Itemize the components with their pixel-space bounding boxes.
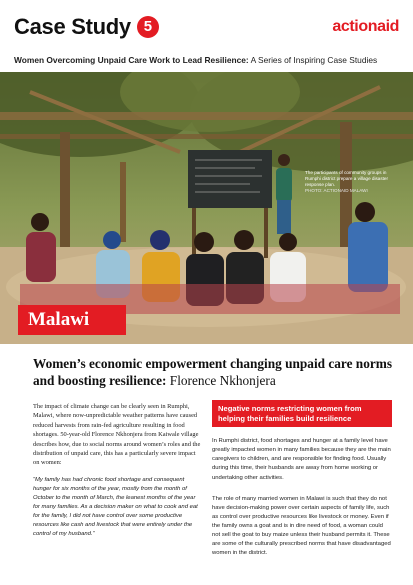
headline-bold: Women’s economic empowerment changing unpaid care norms and boosting resilience: [33, 356, 392, 388]
actionaid-logo [332, 18, 399, 36]
series-subtitle-rest: A Series of Inspiring Case Studies [248, 55, 378, 65]
case-study-title [14, 14, 159, 40]
cover-photo [0, 72, 413, 344]
headline-rest: Florence Nkhonjera [166, 373, 276, 388]
logo-text: actionaid [332, 18, 399, 35]
photo-credit: PHOTO: ACTIONAID MALAWI [305, 188, 368, 193]
page-header [0, 0, 413, 48]
case-study-label: Case Study [14, 14, 131, 39]
quote-paragraph: “My family has had chronic food shortage and consequent hunger for six months of the year, mostly from the month of October to the month of March, the leanest months of the year for many families. As a decision maker on what to cook and eat for the family, I did not have control over some productive resources like cash and livestock that were entirely under the control of my husband.” [33, 476, 198, 538]
intro-paragraph: The impact of climate change can be clearly seen in Rumphi, Malawi, where now-unpredictable weather patterns have caused reduced harvests from rain-fed agriculture resulting in food shortages. 50-year-old Florence Nkhonjera from Kaiwale village describes how, due to social norms around women’s roles and the distribution of unpaid care, this has a particularly severe impact on women: [33, 403, 201, 467]
section-heading-box: Negative norms restricting women from helping their families build resilience [212, 400, 392, 427]
series-subtitle [14, 55, 400, 65]
photo-illustration [0, 72, 413, 344]
right-paragraph-1: In Rumphi district, food shortages and hunger at a family level have greatly impacted women in many families because they are the main caregivers to children, and are responsible for finding food. Usually during this time, their husbands are away from home working or undertaking other activities. [212, 438, 391, 481]
right-paragraph-2: The role of many married women in Malawi is such that they do not have decision-making power over certain aspects of family life, such as control over productive resources like livestock or money. Even if the family owns a goat and is in dire need of food, a woman could not sell the goat to buy maize unless their husband permits it. These are some of the culturally prescribed norms that have disadvantaged women in the district. [212, 495, 391, 557]
series-subtitle-bold: Women Overcoming Unpaid Care Work to Lead Resilience: [14, 55, 249, 65]
left-column [33, 402, 203, 540]
case-study-number-badge: 5 [137, 16, 159, 38]
photo-caption [305, 170, 393, 194]
right-column [212, 400, 392, 558]
country-tag: Malawi [18, 305, 126, 335]
photo-caption-text: The participants of community groups in Rumphi district prepare a village disaster response plan. [305, 170, 388, 187]
article-headline [33, 355, 393, 389]
